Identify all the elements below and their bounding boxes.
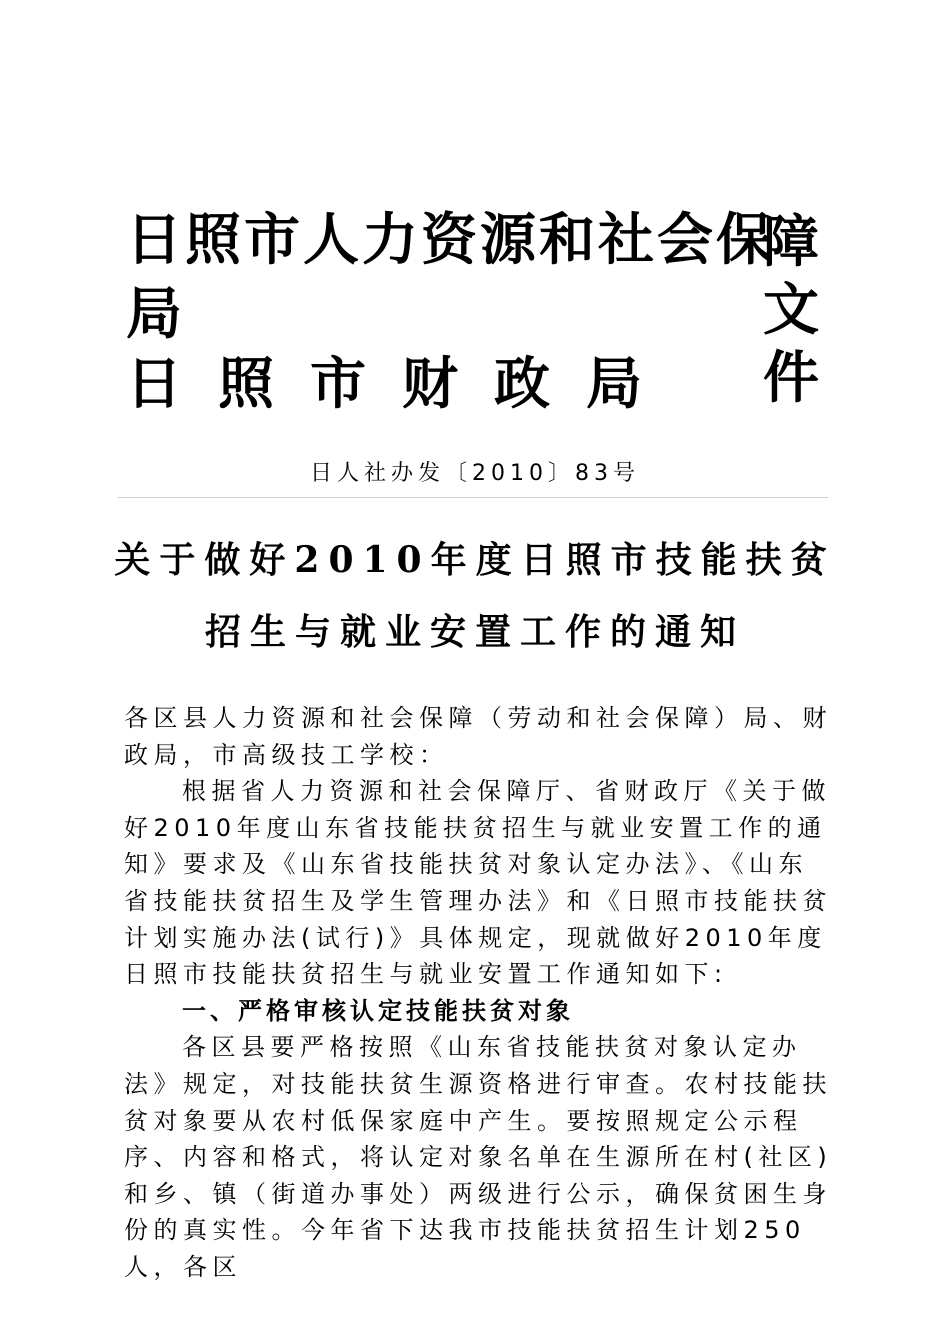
section-heading: 一、严格审核认定技能扶贫对象	[182, 996, 574, 1025]
document-title-line2: 招生与就业安置工作的通知	[204, 611, 745, 653]
body-paragraph: 各区县要严格按照《山东省技能扶贫对象认定办法》规定，对技能扶贫生源资格进行审查。农村技能扶贫对象要从农村低保家庭中产生。要按照规定公示程序、内容和格式，将认定对象名单在生源所在村(社区)和乡、镇（街道办事处）两级进行公示，确保贫困生身份的真实性。今年省下达我市技能扶贫招生计划250人，各区	[124, 1033, 833, 1281]
issuer-name-line1: 日照市人力资源和社会保	[126, 207, 775, 273]
addressee: 各区县人力资源和社会保障（劳动和社会保障）局、财政局，市高级技工学校：	[124, 704, 832, 769]
header-divider	[118, 497, 828, 498]
issuer-name-line2: 局	[126, 281, 182, 347]
issuer-name-line3: 日照市财政局	[126, 351, 678, 417]
document-body	[124, 700, 834, 1286]
document-type-label: 障文件	[763, 209, 819, 411]
document-number: 日人社办发〔2010〕83号	[310, 461, 640, 486]
body-paragraph: 根据省人力资源和社会保障厅、省财政厅《关于做好2010年度山东省技能扶贫招生与就业安置工作的通知》要求及《山东省技能扶贫对象认定办法》、《山东省技能扶贫招生及学生管理办法》和《日照市技能扶贫计划实施办法(试行)》具体规定，现就做好2010年度日照市技能扶贫招生与就业安置工作通知如下:	[124, 777, 832, 989]
document-title-line1: 关于做好2010年度日照市技能扶贫	[114, 539, 836, 581]
